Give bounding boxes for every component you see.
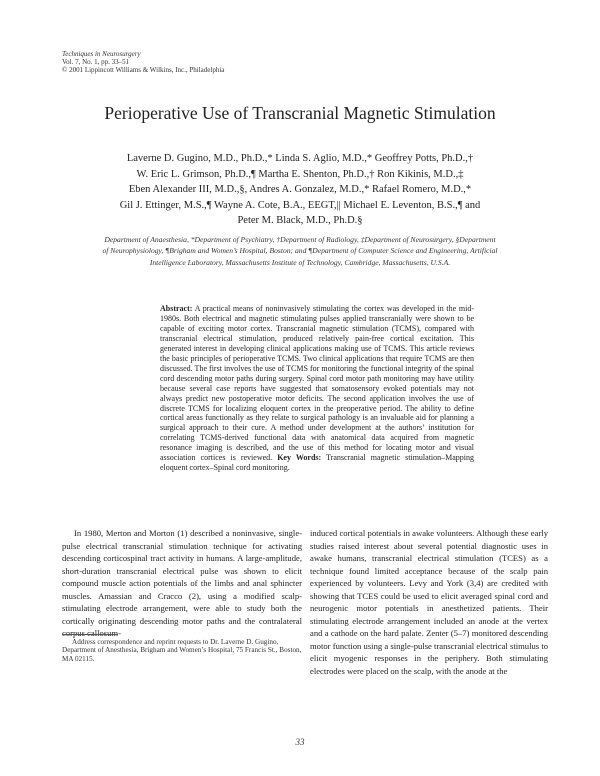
affiliations bbox=[60, 234, 540, 268]
journal-name: Techniques in Neurosurgery bbox=[62, 50, 141, 58]
footnote-text: Address correspondence and reprint requests to Dr. Laverne D. Gugino, Department of Anesthesia, Brigham and Women’s Hospital, 75 Francis St., Boston, MA 02115. bbox=[62, 638, 302, 663]
affiliation-line: of Neurophysiology, ¶Brigham and Women’s Hospital, Boston; and ¶Department of Computer Science and Engineering, Artificial bbox=[102, 246, 498, 256]
journal-copyright: © 2001 Lippincott Williams & Wilkins, Inc., Philadelphia bbox=[62, 66, 225, 74]
journal-volume: Vol. 7, No. 1, pp. 33–51 bbox=[62, 58, 130, 66]
page-number: 33 bbox=[295, 737, 305, 747]
affiliation-line: Intelligence Laboratory, Massachusetts Institute of Technology, Cambridge, Massachusetts, U.S.A. bbox=[149, 257, 451, 267]
abstract bbox=[160, 304, 474, 473]
keywords-label: Key Words: bbox=[277, 453, 322, 463]
article-title: Perioperative Use of Transcranial Magnetic Stimulation bbox=[104, 103, 496, 123]
author-line: Gil J. Ettinger, M.S.,¶ Wayne A. Cote, B.A., EEGT,|| Michael E. Leventon, B.S.,¶ and bbox=[119, 199, 481, 211]
author-line: Eben Alexander III, M.D.,§, Andres A. Gonzalez, M.D.,* Rafael Romero, M.D.,* bbox=[128, 184, 472, 196]
author-line: Peter M. Black, M.D., Ph.D.§ bbox=[237, 215, 363, 227]
keywords-text: Transcranial magnetic stimulation–Mapping eloquent cortex–Spinal cord monitoring. bbox=[160, 453, 475, 473]
body-right-column bbox=[310, 527, 548, 729]
author-line: Laverne D. Gugino, M.D., Ph.D.,* Linda S. Aglio, M.D.,* Geoffrey Potts, Ph.D.,† bbox=[126, 153, 474, 164]
affiliation-line: Department of Anaesthesia, *Department of Psychiatry, †Department of Radiology, ‡Department of Neurosurgery, §Department bbox=[104, 235, 496, 244]
author-list bbox=[60, 151, 540, 229]
footnote-divider bbox=[62, 634, 118, 635]
body-paragraph: induced cortical potentials in awake volunteers. Although these early studies raised interest about several potential diagnostic uses in awake humans, transcranial electrical stimulation (TCES) as a technique found limited acceptance because of the scalp pain experienced by volunteers. Levy and York (3,4) are credited with showing that TCES could be used to elicit averaged spinal cord and neurogenic motor potentials in anesthetized patients. Their stimulating electrode arrangement included an anode at the vertex and a cathode on the hard palate. Zenter (5–7) monitored descending motor function using a single-pulse transcranial electrical stimulus to elicit myogenic responses in the periphery. Both stimulating electrodes were placed on the scalp, with the anode at the bbox=[310, 528, 548, 676]
journal-info bbox=[62, 50, 224, 74]
body-left-column bbox=[62, 527, 302, 639]
author-line: W. Eric L. Grimson, Ph.D.,¶ Martha E. Shenton, Ph.D.,† Ron Kikinis, M.D.,‡ bbox=[136, 168, 464, 180]
abstract-text: A practical means of noninvasively stimulating the cortex was developed in the mid-1980s. Both electrical and magnetic stimulating pulses applied transcranially were shown to be capable of exciting motor cortex. Transcranial magnetic stimulation (TCMS), compared with transcranial electrical stimulation, produced relatively pain-free cortical excitation. This generated interest in developing clinical applications making use of TCMS. This article reviews the basic principles of perioperative TCMS. Two clinical applications that require TCMS are then discussed. The first involves the use of TCMS for monitoring the functional integrity of the spinal cord descending motor paths during surgery. Spinal cord motor path monitoring may have utility because several case reports have suggested that somatosensory evoked potentials may not always predict new postoperative motor deficits. The second application involves the use of discrete TCMS for localizing eloquent cortex in the preoperative period. The ability to define cortical areas functionally as they relate to surgical pathology is an invaluable aid for planning a surgical approach to their cure. A method under development at the authors’ institution for correlating TCMS-derived functional data with anatomical data acquired from magnetic resonance imaging is described, and the use of this method for locating motor and visual association cortices is reviewed. bbox=[160, 304, 474, 463]
abstract-label: Abstract: bbox=[160, 304, 193, 313]
body-paragraph: In 1980, Merton and Morton (1) described a noninvasive, single-pulse electrical transcranial stimulation technique for activating descending corticospinal tract activity in humans. A large-amplitude, short-duration transcranial electrical pulse was shown to elicit compound muscle action potentials of the limbs and anal sphincter muscles. Amassian and Cracco (2), using a modified scalp-stimulating electrode arrangement, were able to study both the cortically originating descending motor paths and the contralateral corpus callosum- bbox=[62, 528, 302, 638]
footnote bbox=[62, 638, 302, 663]
